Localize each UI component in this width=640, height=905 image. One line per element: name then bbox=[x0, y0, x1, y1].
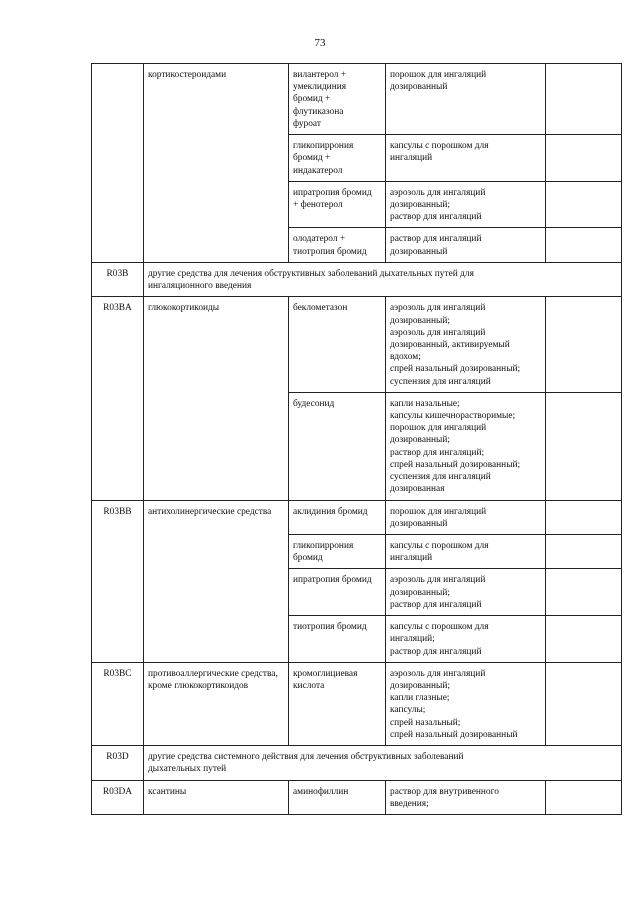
text-line: + фенотерол bbox=[293, 199, 343, 210]
text-line: введения; bbox=[390, 798, 429, 809]
text-line: дозированная bbox=[390, 484, 445, 495]
extra-cell bbox=[546, 616, 622, 663]
dosage-form-cell bbox=[386, 569, 546, 616]
text-line: ингаляций; bbox=[390, 634, 435, 645]
text-line: аминофиллин bbox=[293, 786, 349, 797]
atc-code-cell: R03BA bbox=[92, 297, 144, 500]
section-row bbox=[92, 746, 622, 780]
text-line: капсулы; bbox=[390, 705, 426, 716]
table-row bbox=[92, 500, 622, 534]
atc-code-cell bbox=[92, 64, 144, 263]
inn-cell bbox=[289, 297, 386, 393]
extra-cell bbox=[546, 569, 622, 616]
text-line: ингаляционного введения bbox=[148, 281, 252, 292]
extra-cell bbox=[546, 500, 622, 534]
dosage-form-cell bbox=[386, 535, 546, 569]
text-line: ипратропия бромид bbox=[293, 187, 372, 198]
text-line: другие средства системного действия для лечения обструктивных заболеваний bbox=[148, 752, 464, 763]
text-line: дыхательных путей bbox=[148, 764, 227, 775]
inn-cell bbox=[289, 569, 386, 616]
section-title-cell bbox=[144, 262, 622, 296]
text-line: суспензия для ингаляций bbox=[390, 376, 491, 387]
text-line: раствор для ингаляций bbox=[390, 234, 482, 245]
text-line: суспензия для ингаляций bbox=[390, 472, 491, 483]
inn-cell bbox=[289, 780, 386, 814]
text-line: вдохом; bbox=[390, 352, 421, 363]
extra-cell bbox=[546, 535, 622, 569]
group-name-cell: противоаллергические средства, кроме глюкокортикоидов bbox=[144, 662, 289, 745]
table-row bbox=[92, 662, 622, 745]
text-line: умеклидиния bbox=[293, 82, 347, 93]
text-line: капсулы кишечнорастворимые; bbox=[390, 411, 516, 422]
text-line: бромид bbox=[293, 553, 323, 564]
text-line: капли глазные; bbox=[390, 693, 450, 704]
dosage-form-cell bbox=[386, 228, 546, 262]
inn-cell bbox=[289, 181, 386, 228]
text-line: бромид + bbox=[293, 94, 331, 105]
group-name-cell: антихолинергические средства bbox=[144, 500, 289, 662]
dosage-form-cell bbox=[386, 297, 546, 393]
text-line: кромоглициевая bbox=[293, 668, 358, 679]
text-line: дозированный bbox=[390, 246, 448, 257]
section-title-cell bbox=[144, 746, 622, 780]
text-line: ипратропия бромид bbox=[293, 575, 372, 586]
extra-cell bbox=[546, 780, 622, 814]
text-line: порошок для ингаляций bbox=[390, 506, 487, 517]
dosage-form-cell bbox=[386, 662, 546, 745]
text-line: дозированный; bbox=[390, 680, 450, 691]
text-line: дозированный; bbox=[390, 315, 450, 326]
extra-cell bbox=[546, 135, 622, 182]
text-line: вилантерол + bbox=[293, 70, 347, 80]
text-line: раствор для ингаляций bbox=[390, 646, 482, 657]
dosage-form-cell bbox=[386, 780, 546, 814]
inn-cell bbox=[289, 228, 386, 262]
extra-cell bbox=[546, 64, 622, 135]
text-line: капсулы с порошком для bbox=[390, 141, 489, 152]
text-line: капли назальные; bbox=[390, 398, 460, 409]
text-line: раствор для ингаляций bbox=[390, 212, 482, 223]
drug-table bbox=[91, 63, 622, 815]
text-line: аклидиния бромид bbox=[293, 506, 368, 517]
text-line: аэрозоль для ингаляций bbox=[390, 187, 486, 198]
group-name-cell: кортикостероидами bbox=[144, 64, 289, 263]
inn-cell bbox=[289, 500, 386, 534]
text-line: спрей назальный дозированный bbox=[390, 729, 518, 740]
page-number: 73 bbox=[314, 37, 326, 49]
text-line: ингаляций bbox=[390, 153, 433, 164]
extra-cell bbox=[546, 228, 622, 262]
text-line: раствор для ингаляций; bbox=[390, 447, 485, 458]
text-line: гликопиррония bbox=[293, 541, 354, 551]
text-line: дозированный, активируемый bbox=[390, 339, 510, 350]
dosage-form-cell bbox=[386, 616, 546, 663]
extra-cell bbox=[546, 392, 622, 500]
text-line: дозированный; bbox=[390, 199, 450, 210]
text-line: порошок для ингаляций bbox=[390, 70, 487, 80]
text-line: ингаляций bbox=[390, 553, 433, 564]
extra-cell bbox=[546, 662, 622, 745]
dosage-form-cell bbox=[386, 135, 546, 182]
text-line: кислота bbox=[293, 680, 325, 691]
text-line: капсулы с порошком для bbox=[390, 622, 489, 633]
text-line: другие средства для лечения обструктивных заболеваний дыхательных путей для bbox=[148, 268, 474, 279]
inn-cell bbox=[289, 616, 386, 663]
text-line: будесонид bbox=[293, 398, 335, 409]
extra-cell bbox=[546, 181, 622, 228]
text-line: спрей назальный; bbox=[390, 717, 461, 728]
extra-cell bbox=[546, 297, 622, 393]
inn-cell bbox=[289, 64, 386, 135]
text-line: раствор для ингаляций bbox=[390, 599, 482, 610]
text-line: аэрозоль для ингаляций bbox=[390, 303, 486, 314]
text-line: дозированный bbox=[390, 518, 448, 529]
text-line: тиотропия бромид bbox=[293, 622, 367, 633]
group-name-cell: глюкокортикоиды bbox=[144, 297, 289, 500]
text-line: флутиказона bbox=[293, 106, 344, 117]
dosage-form-cell bbox=[386, 64, 546, 135]
atc-code-cell: R03BB bbox=[92, 500, 144, 662]
atc-code-cell: R03B bbox=[92, 262, 144, 296]
text-line: аэрозоль для ингаляций bbox=[390, 668, 486, 679]
text-line: фуроат bbox=[293, 118, 321, 129]
text-line: порошок для ингаляций bbox=[390, 423, 487, 434]
inn-cell bbox=[289, 392, 386, 500]
text-line: олодатерол + bbox=[293, 234, 346, 245]
text-line: аэрозоль для ингаляций bbox=[390, 575, 486, 586]
dosage-form-cell bbox=[386, 181, 546, 228]
atc-code-cell: R03BC bbox=[92, 662, 144, 745]
dosage-form-cell bbox=[386, 500, 546, 534]
atc-code-cell: R03D bbox=[92, 746, 144, 780]
inn-cell bbox=[289, 662, 386, 745]
text-line: капсулы с порошком для bbox=[390, 541, 489, 551]
text-line: беклометазон bbox=[293, 303, 348, 314]
text-line: дозированный; bbox=[390, 587, 450, 598]
text-line: спрей назальный дозированный; bbox=[390, 364, 521, 375]
inn-cell bbox=[289, 535, 386, 569]
inn-cell bbox=[289, 135, 386, 182]
text-line: спрей назальный дозированный; bbox=[390, 459, 521, 470]
text-line: индакатерол bbox=[293, 165, 343, 176]
text-line: тиотропия бромид bbox=[293, 246, 367, 257]
dosage-form-cell bbox=[386, 392, 546, 500]
table-row bbox=[92, 64, 622, 135]
text-line: раствор для внутривенного bbox=[390, 786, 499, 797]
table-row bbox=[92, 297, 622, 393]
text-line: бромид + bbox=[293, 153, 331, 164]
atc-code-cell: R03DA bbox=[92, 780, 144, 814]
section-row bbox=[92, 262, 622, 296]
text-line: дозированный; bbox=[390, 435, 450, 446]
table-row bbox=[92, 780, 622, 814]
group-name-cell: ксантины bbox=[144, 780, 289, 814]
text-line: дозированный bbox=[390, 82, 448, 93]
text-line: аэрозоль для ингаляций bbox=[390, 327, 486, 338]
text-line: гликопиррония bbox=[293, 141, 354, 152]
